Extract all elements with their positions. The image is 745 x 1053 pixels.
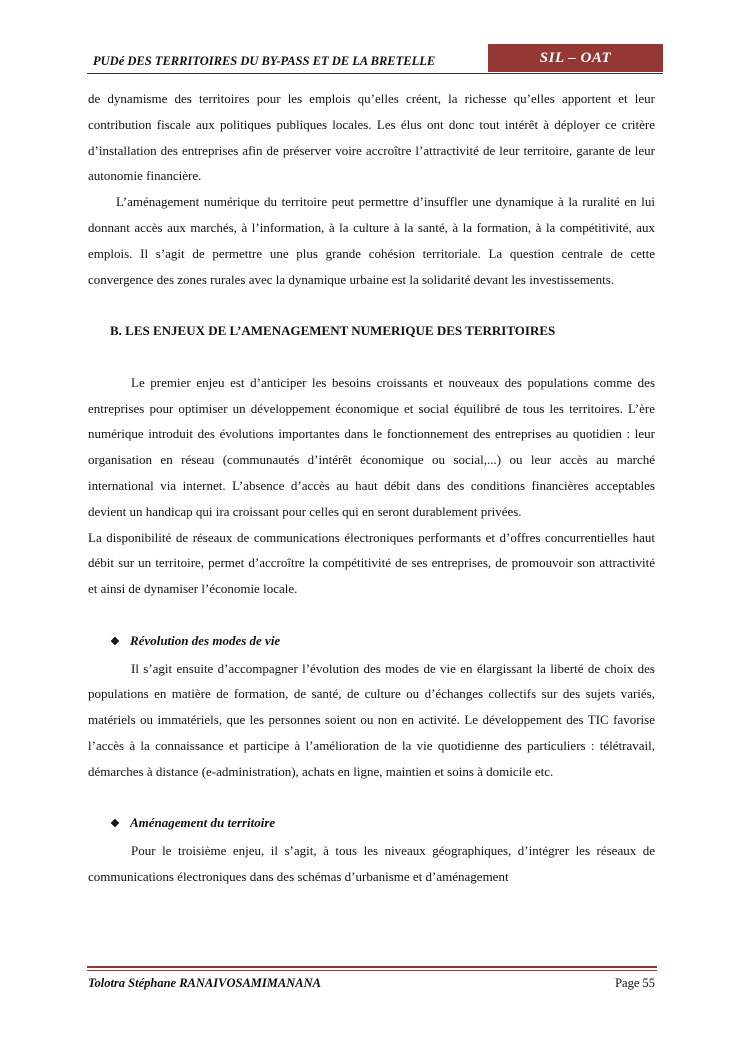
paragraph-3: Le premier enjeu est d’anticiper les besoins croissants et nouveaux des populations comme des entreprises pour optimiser un développement économique et social équilibré de tous les territoires. L’ère numérique introduit des évolutions importantes dans le fonctionnement des entreprises au quotidien : leur organisation en réseau (communautés d’intérêt économique ou social,...) ou leur accès au marché international via internet. L’absence d’accès au haut débit dans des conditions financières acceptables devient un handicap qui ira croissant pour celles qui en seront durablement privées. <box>88 374 655 519</box>
page-content <box>88 86 655 890</box>
footer-author: Tolotra Stéphane RANAIVOSAMIMANANA <box>88 976 321 990</box>
paragraph-5: Il s’agit ensuite d’accompagner l’évolution des modes de vie en élargissant la liberté de choix des populations en matière de formation, de santé, de culture ou d’échanges collectifs sur des sujets variés, matériels ou immatériels, que les personnes soient ou non en activité. Le développement des TIC favorise l’accès à la connaissance et participe à l’amélioration de la vie quotidienne des particuliers : télétravail, démarches à distance (e-administration), achats en ligne, maintien et soins à domicile etc. <box>88 660 655 779</box>
paragraph-2: L’aménagement numérique du territoire peut permettre d’insuffler une dynamique à la ruralité en lui donnant accès aux marchés, à l’information, à la culture à la santé, à la formation, à la compétitivité, aux emplois. Il s’agit de permettre une plus grande cohésion territoriale. La question centrale de cette convergence des zones rurales avec la dynamique urbaine est la solidarité devant les investissements. <box>88 194 655 287</box>
header-badge: SIL – OAT <box>488 44 663 72</box>
paragraph-1: de dynamisme des territoires pour les emplois qu’elles créent, la richesse qu’elles apportent et leur contribution fiscale aux politiques publiques locales. Les élus ont donc tout intérêt à déployer ce critère d’installation des entreprises afin de préserver voire accroître l’attractivité de leur territoire, garante de leur autonomie financière. <box>88 91 655 184</box>
subheading-revolution-text: Révolution des modes de vie <box>130 632 281 648</box>
section-heading-b: B. LES ENJEUX DE L’AMENAGEMENT NUMERIQUE DES TERRITOIRES <box>110 323 556 339</box>
subheading-amenagement <box>88 810 655 838</box>
footer-rule-thin <box>87 970 657 971</box>
spacer <box>88 785 655 811</box>
page-number: Page 55 <box>615 976 655 990</box>
paragraph-4: La disponibilité de réseaux de communications électroniques performants et d’offres concurrentielles haut débit sur un territoire, permet d’accroître la compétitivité de ses entreprises, de promouvoir son attractivité et ainsi de dynamiser l’économie locale. <box>88 529 655 597</box>
subheading-revolution <box>88 628 655 656</box>
diamond-bullet-icon: ❖ <box>110 818 120 831</box>
header-title: PUDé DES TERRITOIRES DU BY-PASS ET DE LA BRETELLE <box>93 54 436 68</box>
spacer <box>88 292 655 318</box>
spacer <box>88 344 655 370</box>
diamond-bullet-icon: ❖ <box>110 635 120 648</box>
subheading-amenagement-text: Aménagement du territoire <box>130 815 276 831</box>
paragraph-6: Pour le troisième enjeu, il s’agit, à tous les niveaux géographiques, d’intégrer les réseaux de communications électroniques dans des schémas d’urbanisme et d’aménagement <box>88 843 655 884</box>
spacer <box>88 602 655 628</box>
header-rule <box>87 73 663 74</box>
footer-rule <box>87 966 657 968</box>
page-header <box>87 44 663 74</box>
